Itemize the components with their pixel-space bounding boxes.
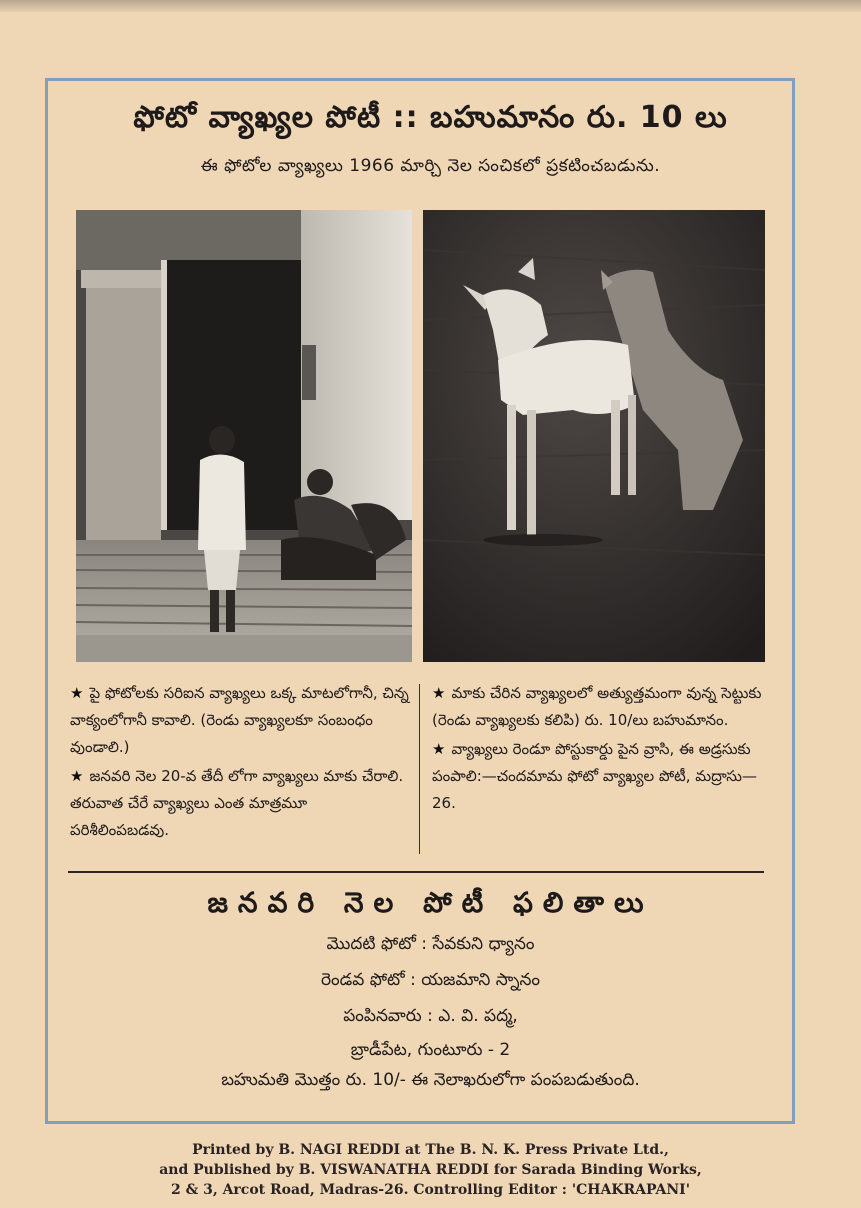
imprint-line: 2 & 3, Arcot Road, Madras-26. Controlling Editor : 'CHAKRAPANI' bbox=[170, 1182, 691, 1198]
star-icon: ★ bbox=[432, 740, 446, 758]
photo-left bbox=[76, 210, 412, 662]
column-divider bbox=[419, 684, 420, 854]
rule-item bbox=[432, 736, 777, 817]
photo-right bbox=[423, 210, 765, 662]
results-address: బ్రాడీపేట, గుంటూరు - 2 bbox=[350, 1040, 511, 1060]
rules-left-column bbox=[70, 680, 410, 846]
rule-item bbox=[70, 680, 410, 761]
star-icon: ★ bbox=[70, 767, 84, 785]
results-sender: పంపినవారు : ఎ. వి. పద్మ, bbox=[343, 1006, 518, 1026]
rule-text: పై ఫోటోలకు సరిఐన వ్యాఖ్యలు ఒక్క మాటలోగానీ, చిన్న వాక్యంలోగానీ కావాలి. (రెండు వ్యాఖ్యలకూ సంబంధం వుండాలి.) bbox=[70, 684, 409, 756]
page-title: ఫోటో వ్యాఖ్యల పోటీ :: బహుమానం రు. 10 లు bbox=[133, 100, 728, 135]
rule-item bbox=[70, 763, 410, 844]
page-top-edge bbox=[0, 0, 861, 12]
page-subtitle: ఈ ఫోటోల వ్యాఖ్యలు 1966 మార్చి నెల సంచికలో ప్రకటించబడును. bbox=[200, 156, 661, 176]
star-icon: ★ bbox=[432, 684, 446, 702]
rule-text: జనవరి నెల 20-వ తేదీ లోగా వ్యాఖ్యలు మాకు చేరాలి. తరువాత చేరే వ్యాఖ్యలు ఎంత మాత్రమూ పరిశీలింపబడవు. bbox=[70, 767, 404, 839]
rule-item bbox=[432, 680, 777, 734]
results-second-photo: రెండవ ఫోటో : యజమాని స్నానం bbox=[320, 970, 541, 990]
photo-right-image bbox=[423, 210, 765, 662]
results-title: జనవరి నెల పోటీ ఫలితాలు bbox=[207, 886, 654, 919]
section-divider bbox=[68, 871, 764, 873]
imprint-line: and Published by B. VISWANATHA REDDI for Sarada Binding Works, bbox=[159, 1162, 702, 1178]
imprint bbox=[0, 1140, 861, 1200]
imprint-line: Printed by B. NAGI REDDI at The B. N. K. Press Private Ltd., bbox=[192, 1142, 669, 1158]
rule-text: మాకు చేరిన వ్యాఖ్యలలో అత్యుత్తమంగా వున్న సెట్టుకు (రెండు వ్యాఖ్యలకు కలిపి) రు. 10/లు బహుమానం. bbox=[432, 684, 762, 729]
results-first-photo: మొదటి ఫోటో : సేవకుని ధ్యానం bbox=[326, 934, 535, 954]
rules-right-column bbox=[432, 680, 777, 819]
rule-text: వ్యాఖ్యలు రెండూ పోస్టుకార్డు పైన వ్రాసి, ఈ అడ్రసుకు పంపాలి:—చందమామ ఫోటో వ్యాఖ్యల పోటీ, మద్రాసు—26. bbox=[432, 740, 757, 812]
results-prize-note: బహుమతి మొత్తం రు. 10/- ఈ నెలాఖరులోగా పంపబడుతుంది. bbox=[221, 1070, 640, 1090]
photo-left-image bbox=[76, 210, 412, 662]
star-icon: ★ bbox=[70, 684, 84, 702]
